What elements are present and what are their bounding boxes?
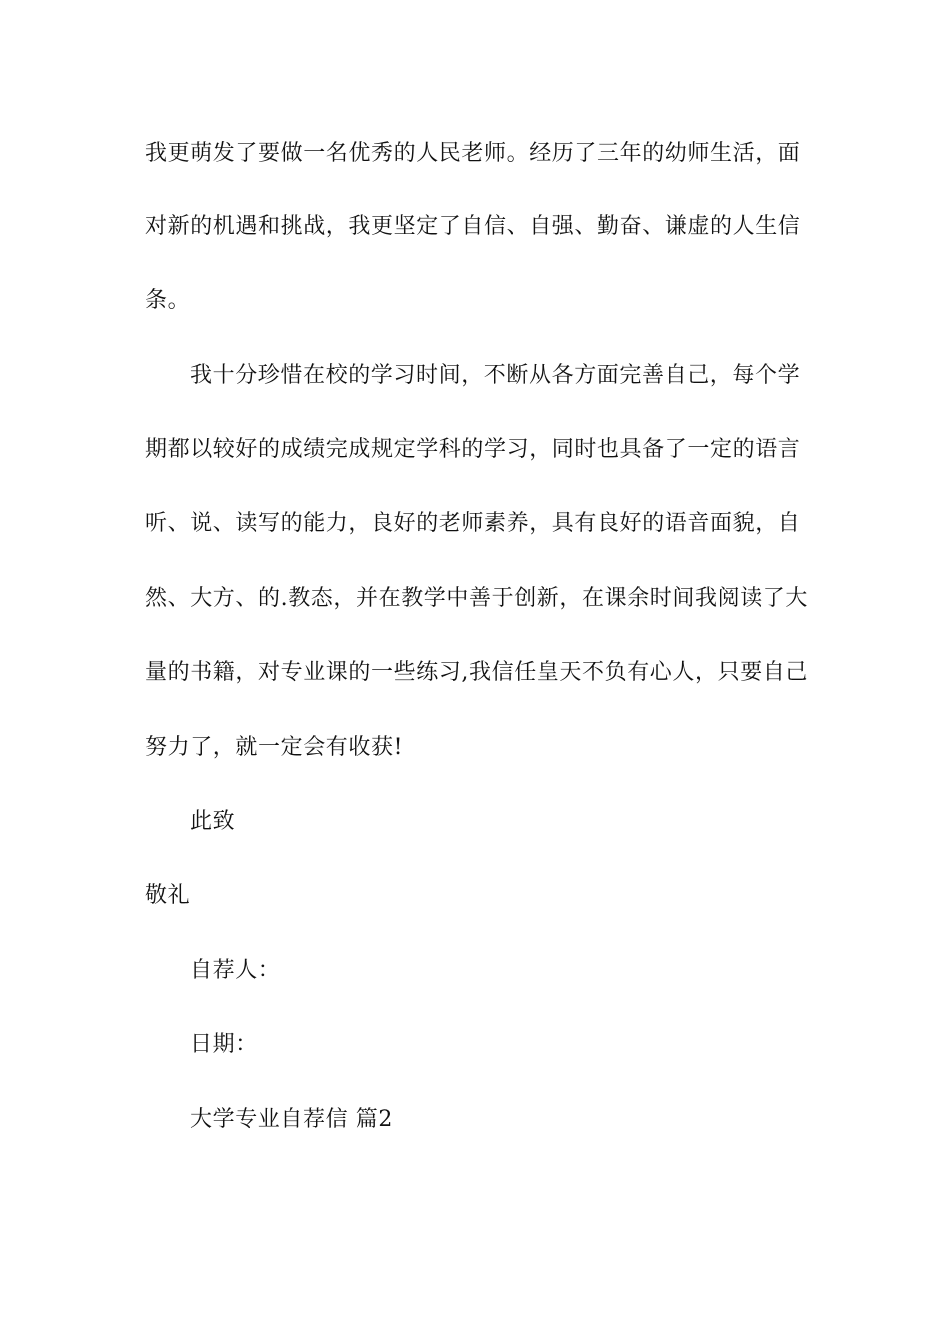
- paragraph-2-line-6: 努力了，就一定会有收获!: [145, 735, 404, 760]
- paragraph-2-line-4: 然、大方、的.教态，并在教学中善于创新，在课余时间我阅读了大: [145, 586, 808, 611]
- paragraph-2-line-5: 量的书籍，对专业课的一些练习,我信任皇天不负有心人，只要自己: [145, 660, 808, 685]
- closing-greeting: 此致: [190, 809, 236, 834]
- signer-label: 自荐人：: [190, 958, 281, 983]
- paragraph-2-line-2: 期都以较好的成绩完成规定学科的学习，同时也具备了一定的语言: [145, 437, 801, 462]
- date-label: 日期：: [190, 1032, 258, 1057]
- paragraph-1-line-2: 对新的机遇和挑战，我更坚定了自信、自强、勤奋、谦虚的人生信: [145, 214, 801, 239]
- paragraph-1-line-3: 条。: [145, 288, 191, 313]
- closing-salute: 敬礼: [145, 883, 191, 908]
- next-section-title: 大学专业自荐信 篇2: [190, 1107, 393, 1132]
- paragraph-1-line-1: 我更萌发了要做一名优秀的人民老师。经历了三年的幼师生活，面: [145, 141, 801, 166]
- paragraph-2-line-3: 听、说、读写的能力，良好的老师素养，具有良好的语音面貌，自: [145, 511, 801, 536]
- paragraph-2-line-1: 我十分珍惜在校的学习时间，不断从各方面完善自己，每个学: [190, 363, 801, 388]
